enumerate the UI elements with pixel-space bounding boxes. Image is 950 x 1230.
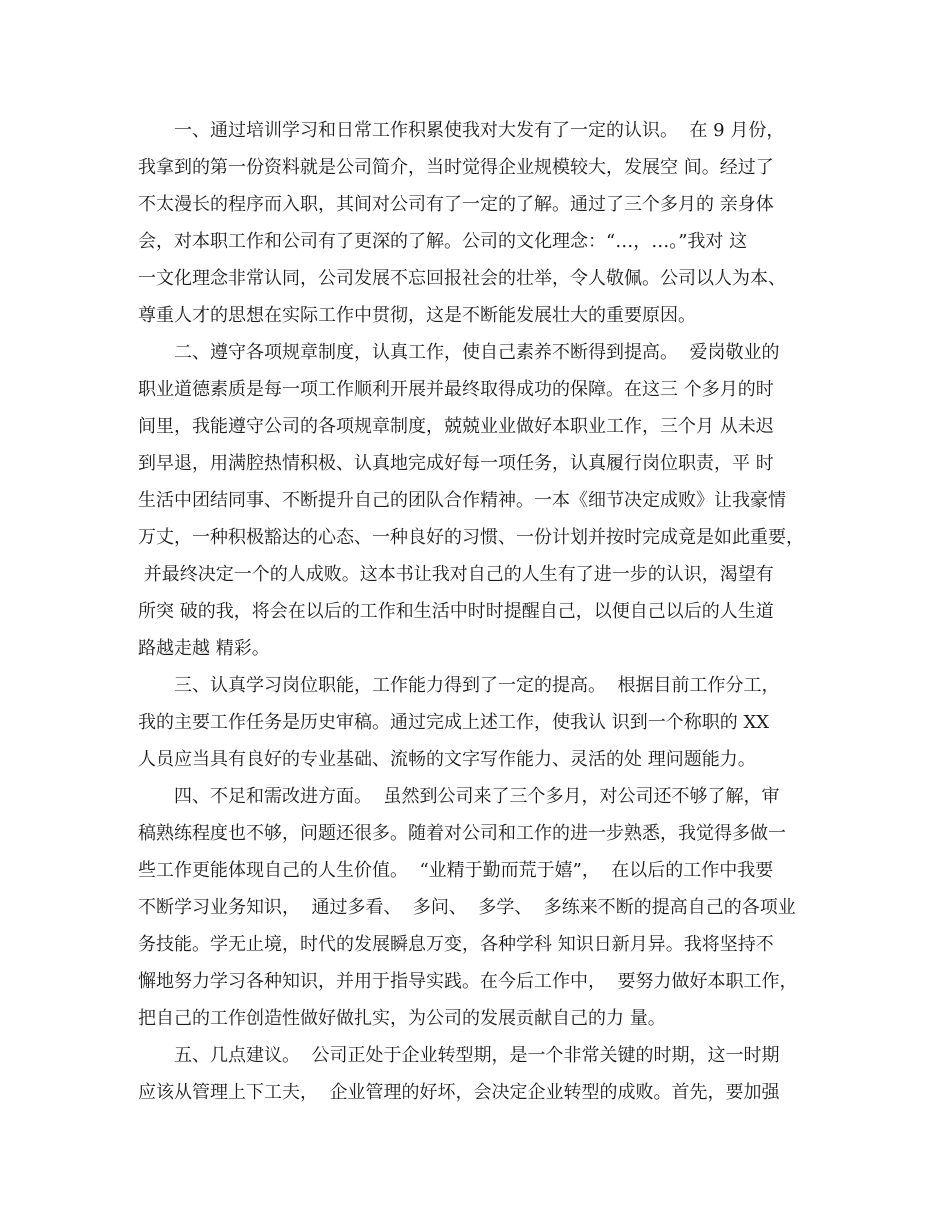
text-line: 万丈，一种积极豁达的心态、一种良好的习惯、一份计划并按时完成竟是如此重要， xyxy=(138,527,804,548)
text-line: 些工作更能体现自己的人生价值。 “业精于勤而荒于嬉”， 在以后的工作中我要 xyxy=(138,860,774,881)
text-line: 一文化理念非常认同，公司发展不忘回报社会的壮举，令人敬佩。公司以人为本、 xyxy=(138,268,786,289)
text-line: 生活中团结同事、不断提升自己的团队合作精神。一本《细节决定成败》让我豪情 xyxy=(138,490,786,511)
text-line: 懈地努力学习各种知识，并用于指导实践。在今后工作中， 要努力做好本职工作， xyxy=(138,971,798,992)
text-line: 不太漫长的程序而入职，其间对公司有了一定的了解。通过了三个多月的 亲身体 xyxy=(138,194,774,215)
paragraph-first-line: 四、不足和需改进方面。 虽然到公司来了三个多月，对公司还不够了解，审 xyxy=(174,786,780,807)
paragraph-first-line: 一、通过培训学习和日常工作积累使我对大发有了一定的认识。 在 9 月份， xyxy=(174,120,785,141)
text-line: 人员应当具有良好的专业基础、流畅的文字写作能力、灵活的处 理问题能力。 xyxy=(138,749,756,770)
text-line: 职业道德素质是每一项工作顺利开展并最终取得成功的保障。在这三 个多月的时 xyxy=(138,379,774,400)
text-line: 稿熟练程度也不够，问题还很多。随着对公司和工作的进一步熟悉，我觉得多做一 xyxy=(138,823,786,844)
text-line: 所突 破的我，将会在以后的工作和生活中时时提醒自己，以便自己以后的人生道 xyxy=(138,601,774,622)
paragraph-first-line: 三、认真学习岗位职能，工作能力得到了一定的提高。 根据目前工作分工， xyxy=(174,675,780,696)
paragraph-first-line: 二、遵守各项规章制度，认真工作，使自己素养不断得到提高。 爱岗敬业的 xyxy=(174,342,780,363)
text-line: 我拿到的第一份资料就是公司简介，当时觉得企业规模较大，发展空 间。经过了 xyxy=(138,157,774,178)
text-line: 会，对本职工作和公司有了更深的了解。公司的文化理念：“…，…。”我对 这 xyxy=(138,231,748,252)
body-text xyxy=(138,112,810,1111)
text-line: 应该从管理上下工夫， 企业管理的好坏，会决定企业转型的成败。首先，要加强 xyxy=(138,1082,780,1103)
text-line: 务技能。学无止境，时代的发展瞬息万变，各种学科 知识日新月异。我将坚持不 xyxy=(138,934,774,955)
text-line: 并最终决定一个的人成败。这本书让我对自己的人生有了进一步的认识，渴望有 xyxy=(138,564,774,585)
text-line: 我的主要工作任务是历史审稿。通过完成上述工作，使我认 识到一个称职的 XX xyxy=(138,712,770,733)
paragraph-first-line: 五、几点建议。 公司正处于企业转型期，是一个非常关键的时期，这一时期 xyxy=(174,1045,780,1066)
text-line: 尊重人才的思想在实际工作中贯彻，这是不断能发展壮大的重要原因。 xyxy=(138,305,696,326)
text-line: 路越走越 精彩。 xyxy=(138,638,270,659)
text-line: 到早退，用满腔热情积极、认真地完成好每一项任务，认真履行岗位职责，平 时 xyxy=(138,453,774,474)
text-line: 间里，我能遵守公司的各项规章制度，兢兢业业做好本职业工作，三个月 从未迟 xyxy=(138,416,774,437)
text-line: 不断学习业务知识， 通过多看、 多问、 多学、 多练来不断的提高自己的各项业 xyxy=(138,897,796,918)
text-line: 把自己的工作创造性做好做扎实，为公司的发展贡献自己的力 量。 xyxy=(138,1008,666,1029)
